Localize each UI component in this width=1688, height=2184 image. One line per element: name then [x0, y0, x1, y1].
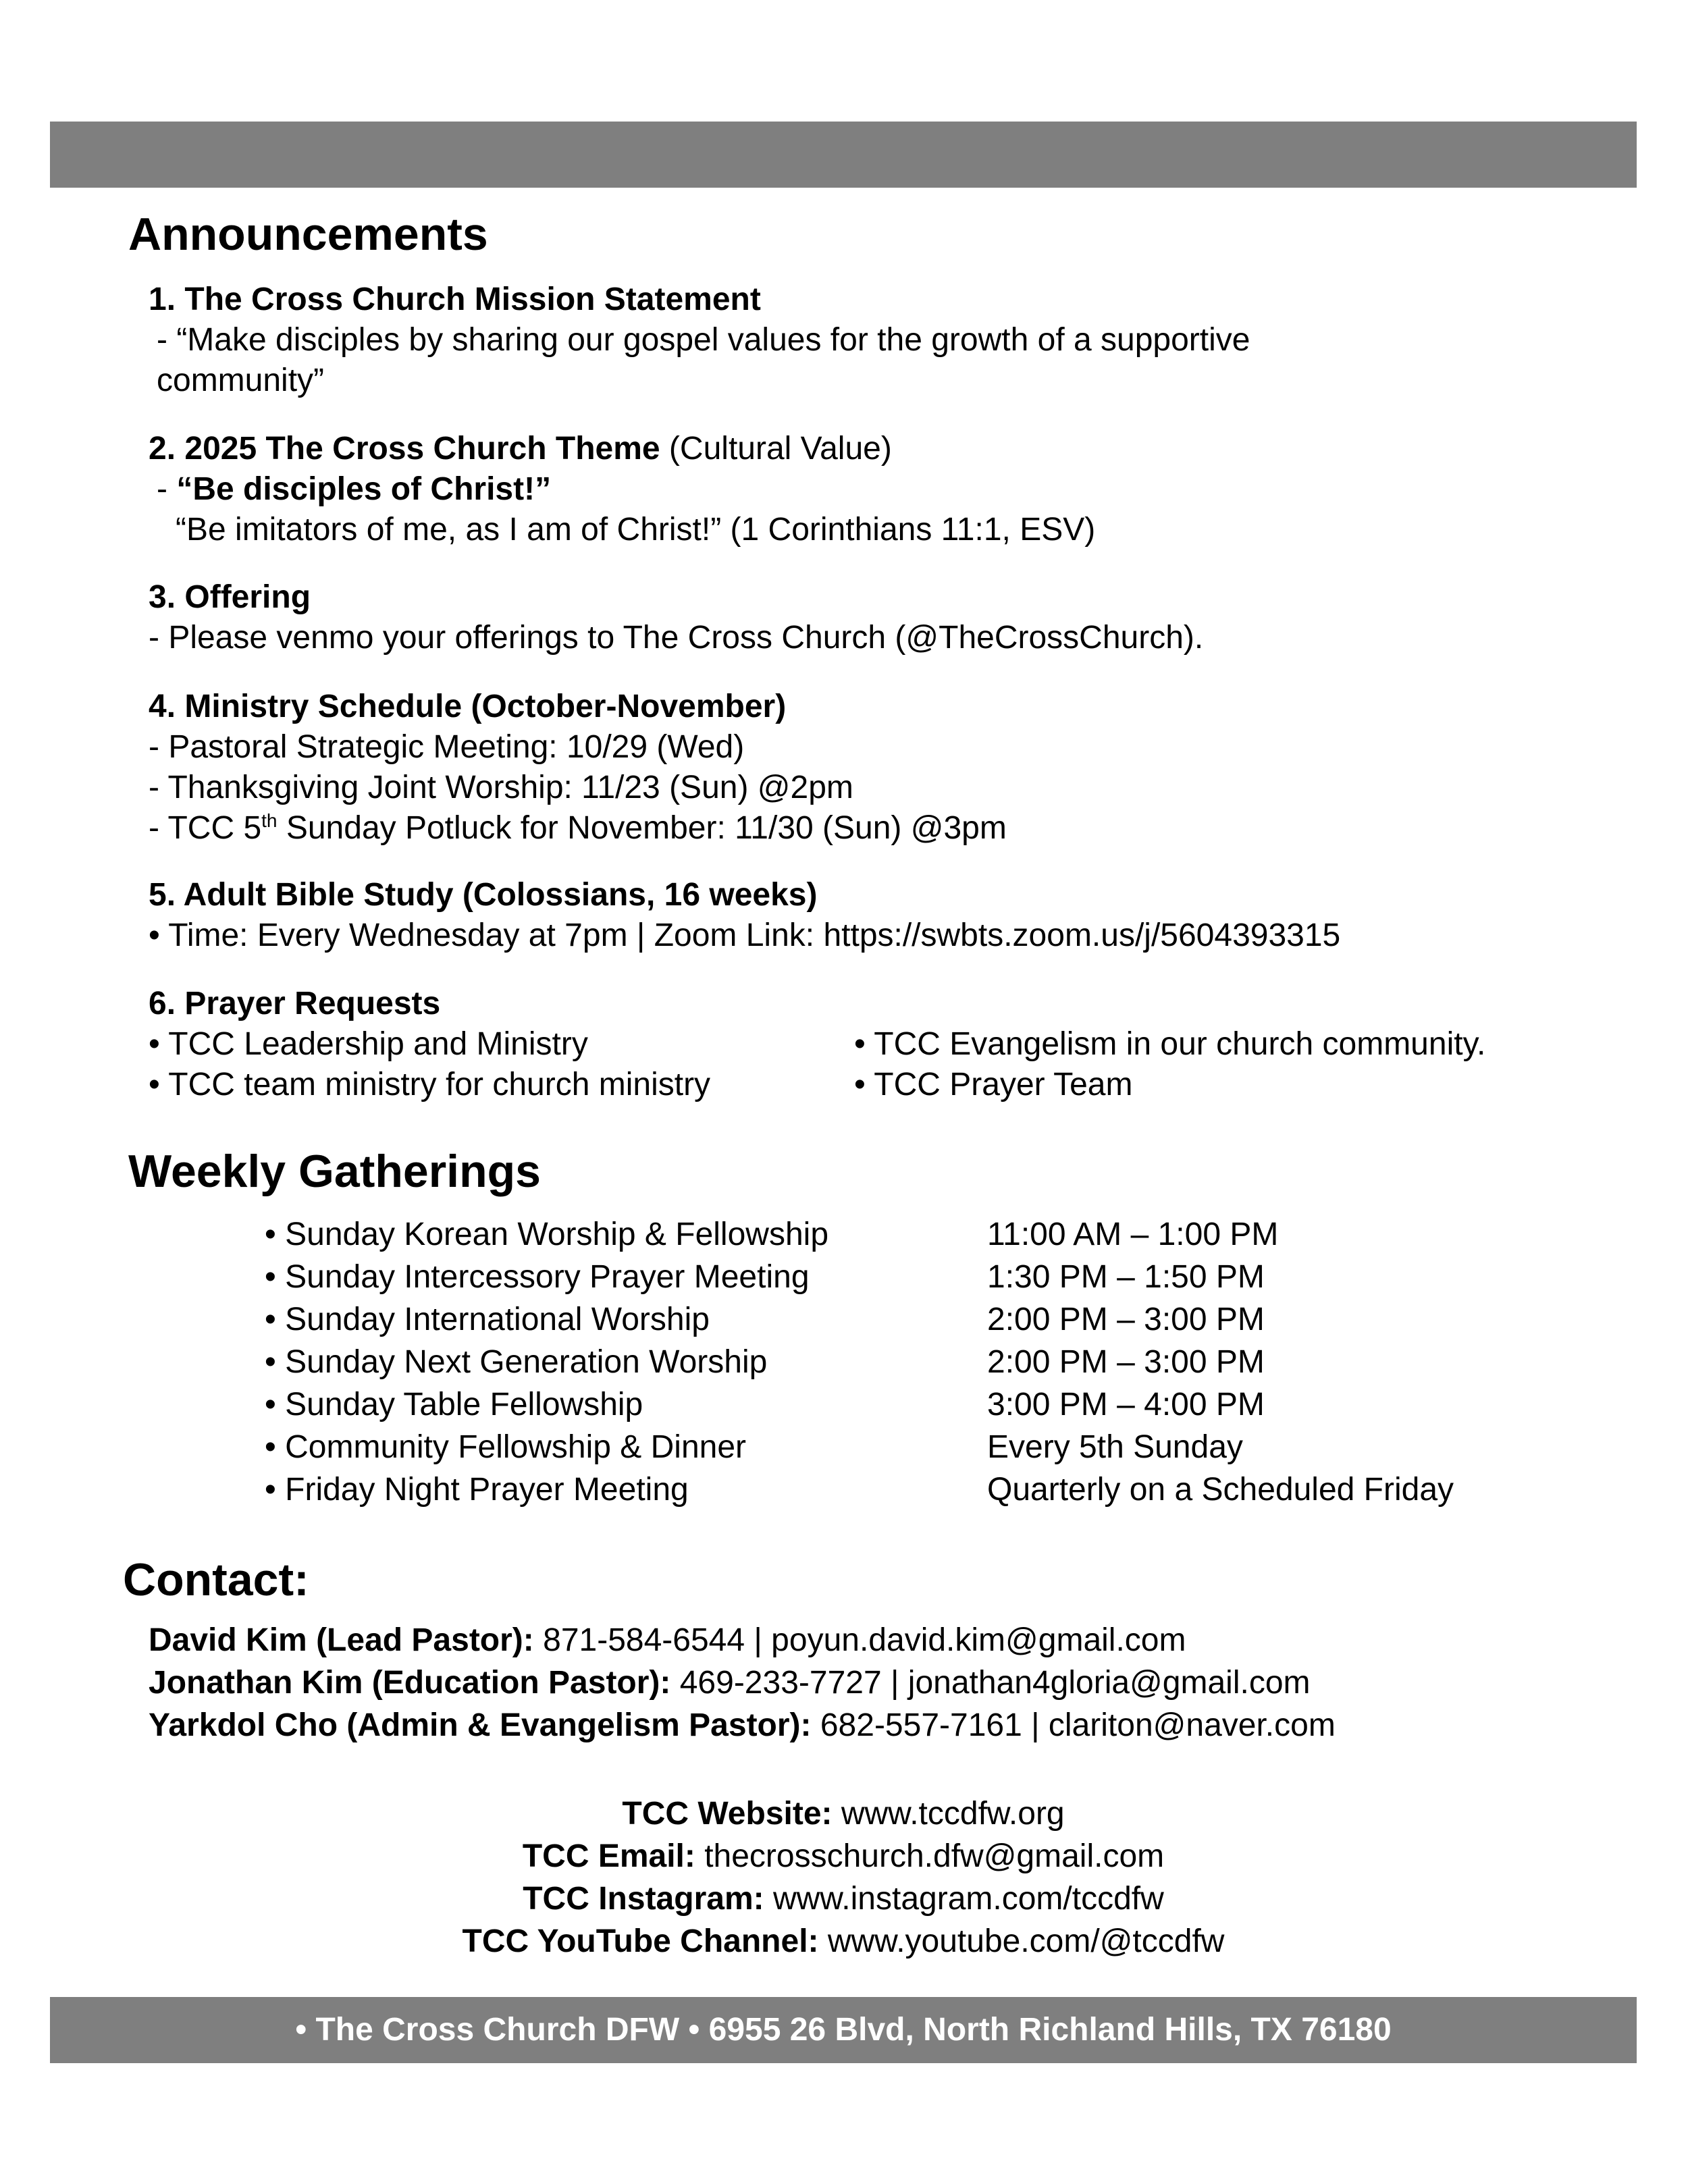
link-row: TCC Email: thecrosschurch.dfw@gmail.com — [522, 1838, 1165, 1874]
prayer-item: • TCC Leadership and Ministry — [149, 1026, 588, 1062]
header-bar — [50, 122, 1637, 188]
gathering-name: • Sunday Next Generation Worship — [265, 1344, 768, 1380]
announcement-title: 2. 2025 The Cross Church Theme — [149, 431, 660, 467]
announcement-title: 5. Adult Bible Study (Colossians, 16 weeks) — [149, 877, 818, 913]
gathering-time: Quarterly on a Scheduled Friday — [987, 1472, 1454, 1508]
announcement-title: 3. Offering — [149, 579, 311, 615]
announcement-line: • Time: Every Wednesday at 7pm | Zoom Link: https://swbts.zoom.us/j/5604393315 — [149, 917, 1341, 953]
gathering-time: 11:00 AM – 1:00 PM — [987, 1217, 1279, 1252]
announcement-line: - Pastoral Strategic Meeting: 10/29 (Wed) — [149, 729, 745, 765]
announcement-line: - Thanksgiving Joint Worship: 11/23 (Sun) @2pm — [149, 770, 853, 805]
gathering-time: 2:00 PM – 3:00 PM — [987, 1344, 1265, 1380]
announcement-title-suffix: (Cultural Value) — [660, 431, 892, 467]
announcement-mission — [149, 279, 1250, 401]
prayer-item: • TCC Evangelism in our church community. — [854, 1026, 1486, 1062]
weekly-gatherings-heading: Weekly Gatherings — [128, 1146, 541, 1197]
theme-verse: “Be imitators of me, as I am of Christ!” (1 Corinthians 11:1, ESV) — [176, 512, 1096, 548]
announcement-title: 4. Ministry Schedule (October-November) — [149, 689, 787, 724]
gathering-time: 3:00 PM – 4:00 PM — [987, 1387, 1265, 1422]
announcement-title: 1. The Cross Church Mission Statement — [149, 282, 761, 317]
gathering-name: • Sunday Table Fellowship — [265, 1387, 643, 1422]
gathering-time: 1:30 PM – 1:50 PM — [987, 1259, 1265, 1295]
theme-motto: “Be disciples of Christ!” — [176, 471, 552, 507]
footer-bar: • The Cross Church DFW • 6955 26 Blvd, North Richland Hills, TX 76180 — [50, 1997, 1637, 2063]
prayer-list — [149, 1024, 1597, 1105]
announcement-title: 6. Prayer Requests — [149, 986, 441, 1021]
link-row: TCC YouTube Channel: www.youtube.com/@tccdfw — [462, 1923, 1225, 1959]
contact-heading: Contact: — [123, 1554, 309, 1605]
dash: - — [157, 471, 177, 507]
church-links — [50, 1792, 1637, 1963]
contact-list — [149, 1619, 1336, 1747]
weekly-gatherings-list — [265, 1213, 1527, 1511]
prayer-item: • TCC Prayer Team — [854, 1067, 1133, 1102]
gathering-name: • Sunday Korean Worship & Fellowship — [265, 1217, 829, 1252]
contact-row: Jonathan Kim (Education Pastor): 469-233-7727 | jonathan4gloria@gmail.com — [149, 1665, 1311, 1701]
announcement-offering — [149, 577, 1203, 658]
gathering-name: • Community Fellowship & Dinner — [265, 1429, 747, 1465]
announcement-line: - Please venmo your offerings to The Cross Church (@TheCrossChurch). — [149, 620, 1204, 656]
announcements-heading: Announcements — [128, 209, 488, 260]
contact-row: David Kim (Lead Pastor): 871-584-6544 | poyun.david.kim@gmail.com — [149, 1622, 1186, 1658]
announcement-line: - “Make disciples by sharing our gospel values for the growth of a supportive — [157, 322, 1250, 358]
gathering-time: 2:00 PM – 3:00 PM — [987, 1302, 1265, 1337]
link-row: TCC Website: www.tccdfw.org — [622, 1796, 1065, 1832]
announcement-bible-study — [149, 875, 1340, 956]
announcement-line: community” — [157, 363, 325, 398]
announcement-schedule — [149, 687, 1007, 849]
prayer-item: • TCC team ministry for church ministry — [149, 1067, 711, 1102]
gathering-name: • Sunday Intercessory Prayer Meeting — [265, 1259, 810, 1295]
announcement-theme — [149, 429, 1095, 550]
gathering-time: Every 5th Sunday — [987, 1429, 1243, 1465]
gathering-name: • Friday Night Prayer Meeting — [265, 1472, 689, 1508]
gathering-name: • Sunday International Worship — [265, 1302, 710, 1337]
contact-row: Yarkdol Cho (Admin & Evangelism Pastor): 682-557-7161 | clariton@naver.com — [149, 1707, 1336, 1743]
link-row: TCC Instagram: www.instagram.com/tccdfw — [523, 1881, 1164, 1917]
announcement-prayer — [149, 984, 1597, 1105]
announcement-line: - TCC 5th Sunday Potluck for November: 11/30 (Sun) @3pm — [149, 810, 1007, 846]
